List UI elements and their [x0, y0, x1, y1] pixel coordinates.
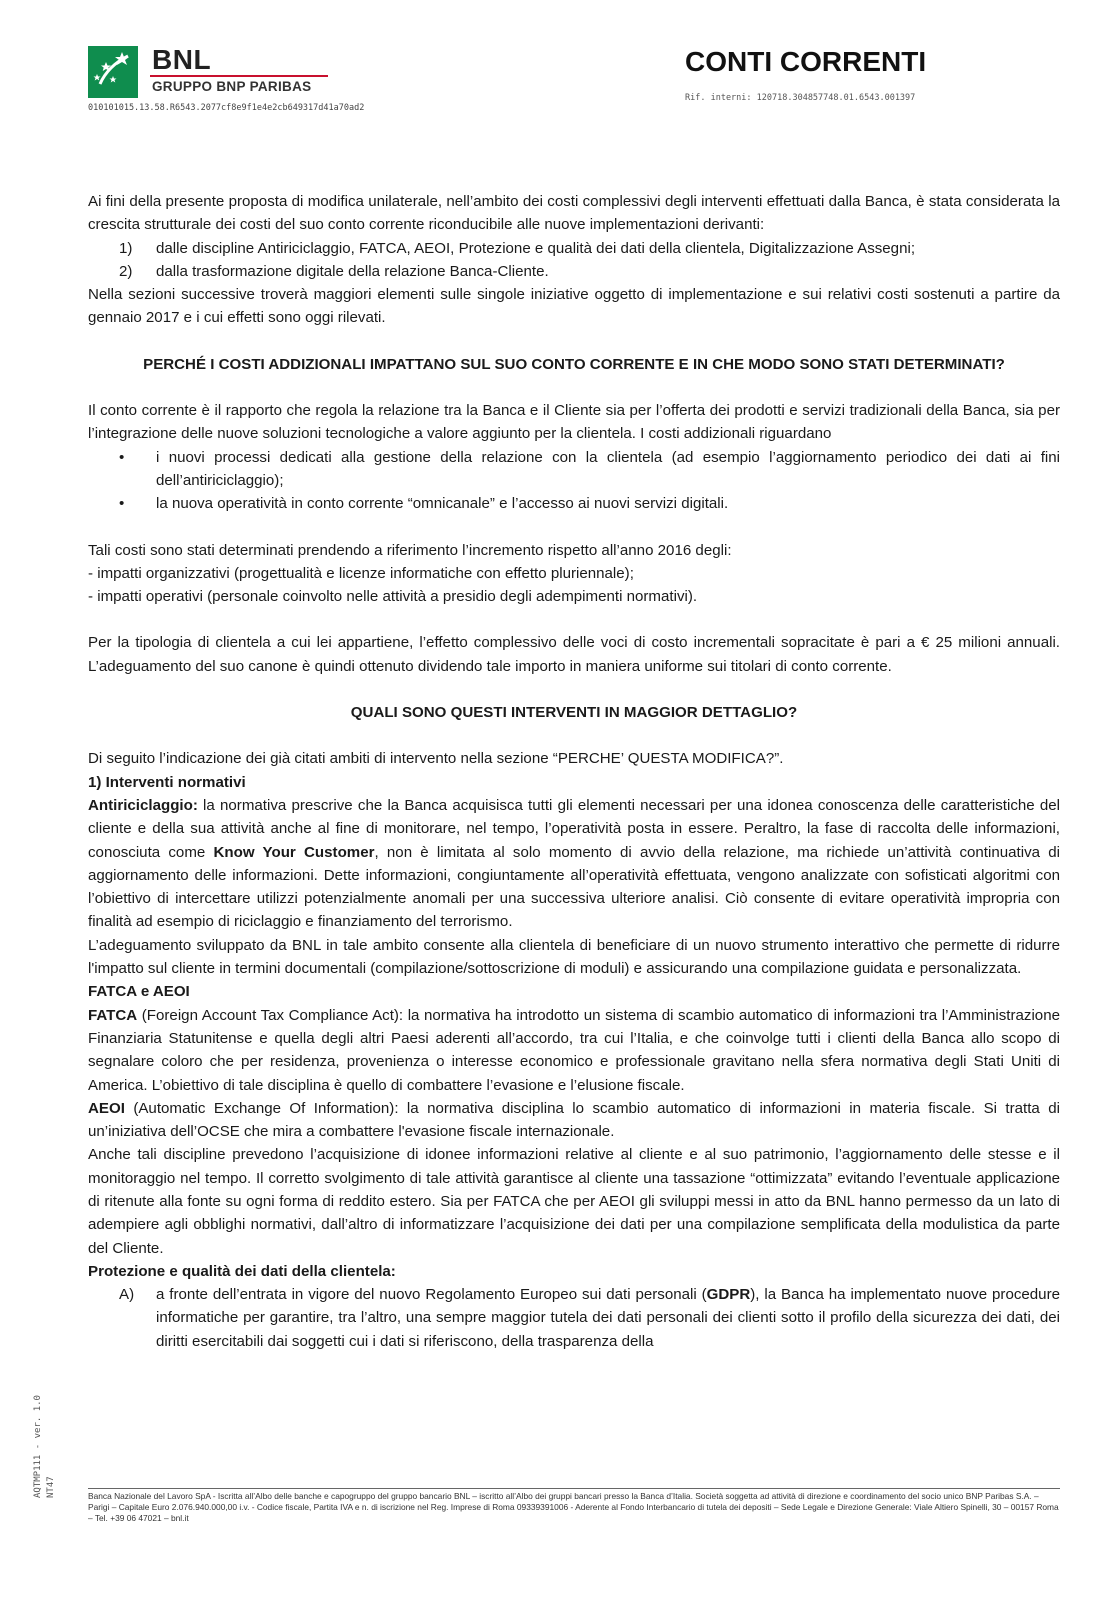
version-text: AQTMP111 - ver. 1.0 [33, 1395, 43, 1498]
brand-divider [150, 75, 328, 77]
list-item-text: la nuova operatività in conto corrente “omnicanale” e l’accesso ai nuovi servizi digitali. [156, 495, 729, 513]
list-item-text: i nuovi processi dedicati alla gestione della relazione con la clientela (ad esempio l’aggiornamento periodico dei dati ai fini dell’antiriciclaggio); [156, 448, 1060, 489]
subsection-heading: Protezione e qualità dei dati della clientela: [88, 1262, 396, 1280]
list-marker: 2) [119, 262, 133, 280]
section-paragraph: Di seguito l’indicazione dei già citati ambiti di intervento nella sezione “PERCHE’ QUESTA MODIFICA?”. [88, 750, 784, 768]
aeoi-paragraph: AEOI (Automatic Exchange Of Information): la normativa disciplina lo scambio automatico di informazioni in materia fiscale. Si tratta di un’iniziativa dell’OCSE che mira a combattere l'evasione fiscale internazionale. [88, 1099, 1060, 1141]
list-marker: 1) [119, 239, 133, 257]
group-name: GRUPPO BNP PARIBAS [152, 79, 312, 94]
page-header [0, 0, 1113, 130]
fatca-label: FATCA [88, 1006, 138, 1024]
list-item [88, 492, 1060, 515]
intro-paragraph: Ai fini della presente proposta di modifica unilaterale, nell’ambito dei costi complessivi degli interventi effettuati dalla Banca, è stata considerata la crescita strutturale dei costi del suo conto corrente riconducibile alle nuove implementazioni derivanti: [88, 193, 1060, 234]
aml-label: Antiriciclaggio: [88, 796, 198, 814]
section-heading: PERCHÉ I COSTI ADDIZIONALI IMPATTANO SUL SUO CONTO CORRENTE E IN CHE MODO SONO STATI DETERMINATI? [143, 355, 1005, 373]
document-code: 010101015.13.58.R6543.2077cf8e9f1e4e2cb649317d41a70ad2 [88, 103, 365, 113]
section-paragraph: Tali costi sono stati determinati prendendo a riferimento l’incremento rispetto all’anno 2016 degli: [88, 541, 732, 559]
internal-reference: Rif. interni: 120718.304857748.01.6543.001397 [685, 93, 916, 103]
bnl-logo [88, 46, 138, 98]
list-item-text: dalla trasformazione digitale della relazione Banca-Cliente. [156, 262, 549, 280]
bullet-marker: • [119, 495, 125, 513]
section-heading: QUALI SONO QUESTI INTERVENTI IN MAGGIOR DETTAGLIO? [350, 704, 798, 722]
document-title: CONTI CORRENTI [685, 46, 927, 77]
fatca-paragraph: FATCA (Foreign Account Tax Compliance Act): la normativa ha introdotto un sistema di scambio automatico di informazioni tra l’Amministrazione Finanziaria Statunitense e quella degli altri Paesi aderenti all’accordo, tra cui l’Italia, e che coinvolge tutti i clienti della Banca allo scopo di segnalare coloro che per residenza, provenienza o interesse economico e professionale gravitano nella sfera normativa degli Stati Uniti di America. L’obiettivo di tale disciplina è quello di combattere l’evasione e l’elusione fiscale. [88, 1006, 1060, 1094]
list-item-text: a fronte dell’entrata in vigore del nuovo Regolamento Europeo sui dati personali (GDPR), la Banca ha implementato nuove procedure informatiche per garantire, tra l’altro, una sempre maggior tutela dei dati personali dei clienti sotto il profilo della sicurezza dei dati, dei diritti esercitabili dai soggetti cui i dati si riferiscono, della trasparenza della [156, 1286, 1060, 1350]
list-item [88, 260, 1060, 283]
list-item [88, 1283, 1060, 1353]
aml-paragraph-2: L’adeguamento sviluppato da BNL in tale ambito consente alla clientela di beneficiare di un nuovo strumento interattivo che permette di ridurre l'impatto sul cliente in termini documentali (compilazione/sottoscrizione di moduli) e assicurando una compilazione guidata e personalizzata. [88, 936, 1060, 978]
section-paragraph: Per la tipologia di clientela a cui lei appartiene, l’effetto complessivo delle voci di costo incrementali sopracitate è pari a € 25 milioni annuali. L’adeguamento del suo canone è quindi ottenuto dividendo tale importo in maniera uniforme sui titolari di conto corrente. [88, 634, 1060, 675]
list-item [88, 237, 1060, 260]
aml-paragraph: Antiriciclaggio: la normativa prescrive che la Banca acquisisca tutti gli elementi necessari per una idonea conoscenza delle caratteristiche del cliente e della sua attività anche al fine di monitorare, nel tempo, l’operatività posta in essere. Peraltro, la fase di raccolta delle informazioni, conosciuta come Know Your Customer, non è limitata al solo momento di avvio della relazione, ma richiede un’attività continuativa di aggiornamento delle informazioni. Dette informazioni, congiuntamente all’operatività effettuata, vengono analizzate con sofisticati algoritmi con l’obiettivo di intercettare utilizzi potenzialmente anomali per una successiva ulteriore analisi. Ciò consente di evitare operatività impropria con finalità ad esempio di riciclaggio e finanziamento del terrorismo. [88, 796, 1060, 931]
brand-name: BNL [152, 44, 212, 75]
list-marker: A) [119, 1286, 135, 1304]
list-item [88, 446, 1060, 493]
section-paragraph: - impatti organizzativi (progettualità e licenze informatiche con effetto pluriennale); [88, 564, 634, 582]
document-body [88, 190, 1060, 1353]
side-version-label [30, 1370, 56, 1500]
section-paragraph: - impatti operativi (personale coinvolto nelle attività a presidio degli adempimenti normativi). [88, 588, 698, 606]
footer-divider [88, 1488, 1060, 1489]
version-code: NT47 [46, 1476, 56, 1498]
stars-logo-icon [88, 46, 138, 98]
kyc-term: Know Your Customer [213, 843, 375, 861]
subsection-heading: 1) Interventi normativi [88, 773, 246, 791]
disciplines-paragraph: Anche tali discipline prevedono l’acquisizione di idonee informazioni relative al cliente e al suo patrimonio, l’aggiornamento delle stesse e il monitoraggio nel tempo. Il corretto svolgimento di tale attività garantisce al cliente una tassazione “ottimizzata” evitando l’eventuale applicazione di ritenute alla fonte su ogni forma di reddito estero. Sia per FATCA che per AEOI gli sviluppi messi in atto da BNL hanno permesso da un lato di adempiere agli obblighi normativi, dall’altro di informatizzare l’acquisizione dei dati per una compilazione semplificata della modulistica da parte del Cliente. [88, 1146, 1060, 1257]
subsection-heading: FATCA e AEOI [88, 983, 190, 1001]
intro-paragraph-2: Nella sezioni successive troverà maggiori elementi sulle singole iniziative oggetto di implementazione e sui relativi costi sostenuti a partire da gennaio 2017 e i cui effetti sono oggi rilevati. [88, 286, 1060, 327]
list-item-text: dalle discipline Antiriciclaggio, FATCA, AEOI, Protezione e qualità dei dati della clientela, Digitalizzazione Assegni; [156, 239, 916, 257]
aeoi-label: AEOI [88, 1099, 125, 1117]
bullet-marker: • [119, 448, 125, 466]
legal-footer: Banca Nazionale del Lavoro SpA - Iscritta all’Albo delle banche e capogruppo del gruppo bancario BNL – iscritto all’Albo dei gruppi bancari presso la Banca d’Italia. Società soggetta ad attività di direzione e coordinamento del socio unico BNP Paribas S.A. – Parigi – Capitale Euro 2.076.940.000,00 i.v. - Codice fiscale, Partita IVA e n. di iscrizione nel Reg. Imprese di Roma 09339391006 - Aderente al Fondo Interbancario di tutela dei depositi – Sede Legale e Direzione Generale: Viale Altiero Spinelli, 30 – 00157 Roma – Tel. +39 06 47021 – bnl.it [88, 1491, 1059, 1523]
gdpr-term: GDPR [706, 1286, 751, 1304]
section-paragraph: Il conto corrente è il rapporto che regola la relazione tra la Banca e il Cliente sia per l’offerta dei prodotti e servizi tradizionali della Banca, sia per l’integrazione delle nuove soluzioni tecnologiche a valore aggiunto per la clientela. I costi addizionali riguardano [88, 402, 1060, 443]
